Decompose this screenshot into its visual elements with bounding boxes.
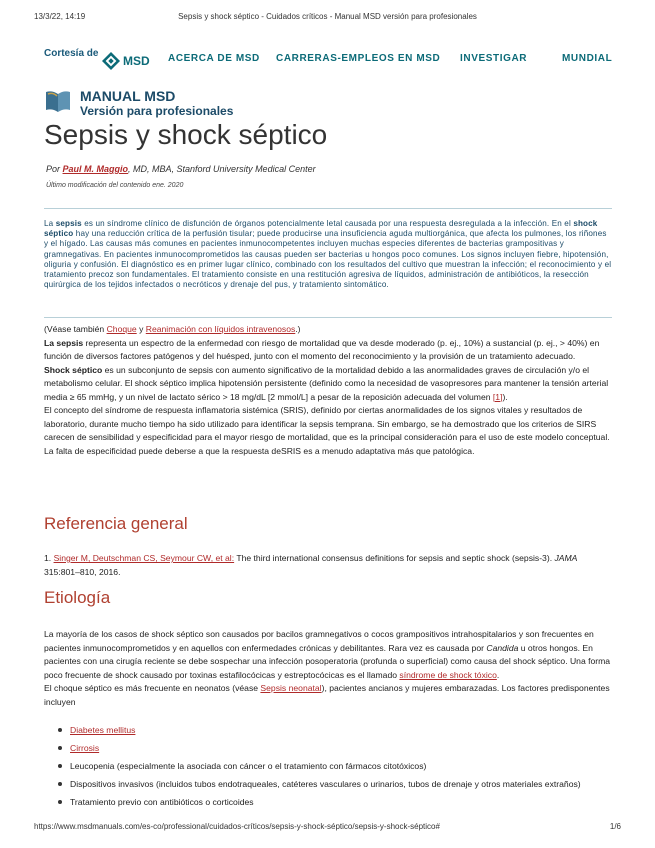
link-cirrosis[interactable]: Cirrosis [70, 743, 100, 753]
manual-subtitle: Versión para profesionales [80, 104, 234, 118]
top-navigation [44, 48, 635, 78]
list-item: Tratamiento previo con antibióticos o corticoides [56, 796, 612, 808]
link-diabetes[interactable]: Diabetes mellitus [70, 725, 136, 735]
etiology-paragraph-2: El choque séptico es más frecuente en neonatos (véase Sepsis neonatal), pacientes ancianos y mujeres embarazadas. Los factores predisponentes incluyen [44, 683, 610, 707]
summary-box [44, 208, 612, 318]
reference-authors-link[interactable]: Singer M, Deutschman CS, Seymour CW, et al: [53, 553, 235, 563]
link-choque[interactable]: Choque [106, 324, 137, 334]
predisposing-factors-list [56, 724, 612, 808]
nav-link-careers[interactable]: CARRERAS-EMPLEOS EN MSD [276, 53, 441, 64]
summary-text: La sepsis es un síndrome clínico de disfunción de órganos potencialmente letal causada por una respuesta desregulada a la infección. En el shock séptico hay una reducción crítica de la perfusión tisular; puede producirse una insuficiencia aguda multiorgánica, que afecta los pulmones, los riñones y el hígado. Las causas más comunes en pacientes inmunocompetentes incluyen muchas especies diferentes de bacterias grampositivas y gramnegativas. En pacientes inmunocomprometidos las causas pueden ser bacterias u hongos poco comunes. Los signos incluyen fiebre, hipotensión, oliguria y confusión. El diagnóstico es en primer lugar clínico, combinado con los resultados del cultivo que muestran la infección; el reconocimiento y el tratamiento precoz son fundamentales. El tratamiento consiste en una restitución agresiva de líquidos, administración de antibióticos, la resección quirúrgica de los tejidos infectados o necróticos y drenaje del pus, y tratamiento sintomático. [44, 219, 612, 290]
nav-link-research[interactable]: INVESTIGAR [460, 53, 528, 64]
intro-section [44, 323, 614, 458]
msd-logo-text: MSD [123, 54, 150, 68]
print-doc-title: Sepsis y shock séptico - Cuidados críticos - Manual MSD versión para profesionales [178, 12, 477, 21]
etiology-paragraph-1: La mayoría de los casos de shock séptico son causados por bacilos gramnegativos o cocos grampositivos intrahospitalarios y son frecuentes en pacientes inmunocomprometidos y en aquellos con enfermedades crónicas y debilitantes. Rara vez es causada por Candida u otros hongos. En pacientes con una cirugía reciente se debe sospechar una infección posoperatoria (profunda o superficial) como causa del shock séptico. Una forma poco frecuente de shock causado por toxinas estafilocócicas y estreptocócicas es el llamado síndrome de shock tóxico. [44, 629, 611, 680]
heading-general-reference: Referencia general [44, 514, 188, 533]
author-line: Por Paul M. Maggio, MD, MBA, Stanford University Medical Center [46, 164, 316, 174]
link-reanimacion[interactable]: Reanimación con líquidos intravenosos [145, 324, 296, 334]
list-item [56, 742, 612, 754]
list-item: Dispositivos invasivos (incluidos tubos endotraqueales, catéteres vasculares o urinarios, tubos de drenaje y otros materiales extraños) [56, 778, 612, 790]
msd-logo-icon [102, 52, 120, 70]
msd-logo[interactable] [102, 52, 150, 70]
print-page-number: 1/6 [609, 822, 621, 831]
manual-title: MANUAL MSD [80, 88, 176, 104]
nav-link-global[interactable]: MUNDIAL [562, 53, 613, 64]
link-neonatal-sepsis[interactable]: Sepsis neonatal [260, 683, 322, 693]
courtesy-label: Cortesía de [44, 48, 99, 59]
ref-link-1[interactable]: [1] [492, 391, 503, 402]
see-also: (Véase también Choque y Reanimación con líquidos intravenosos.) [44, 324, 301, 334]
list-item: Leucopenia (especialmente la asociada con cáncer o el tratamiento con fármacos citotóxicos) [56, 760, 612, 772]
sepsis-paragraph: La sepsis representa un espectro de la enfermedad con riesgo de mortalidad que va desde moderado (p. ej., 10%) a sustancial (p. ej., > 40%) en función de diversos factores patógenos y del huésped, junto con el momento del reconocimiento y la provisión de un tratamiento adecuado. [44, 337, 600, 361]
list-item [56, 724, 612, 736]
link-toxic-shock[interactable]: síndrome de shock tóxico [399, 669, 497, 680]
sirs-paragraph: El concepto del síndrome de respuesta inflamatoria sistémica (SRIS), definido por ciertas anormalidades de los signos vitales y resultados de laboratorio, durante mucho tiempo ha sido utilizado para identificar la sepsis temprana. Sin embargo, se ha demostrado que los criterios de SIRS carecen de sensibilidad y especificidad para el mayor riesgo de mortalidad, que es la principal consideración para el uso de este modelo conceptual. La falta de especificidad puede deberse a que la respuesta deSRIS es a menudo adaptativa más que patológica. [44, 405, 610, 456]
etiology-text [44, 628, 614, 709]
author-link[interactable]: Paul M. Maggio [62, 164, 129, 174]
nav-link-about[interactable]: ACERCA DE MSD [168, 53, 260, 64]
print-url: https://www.msdmanuals.com/es-co/professional/cuidados-críticos/sepsis-y-shock-séptico/sepsis-y-shock-séptico# [34, 822, 440, 831]
shock-paragraph: Shock séptico es un subconjunto de sepsis con aumento significativo de la mortalidad debido a las anormalidades graves de circulación y/o el metabolismo celular. El shock séptico implica hipotensión persistente (definido como la necesidad de vasopresores para mantener la tensión arterial media ≥ 65 mmHg, y un nivel de lactato sérico > 18 mg/dL [2 mmol/L] a pesar de la reposición adecuada del volumen [1]). [44, 364, 609, 402]
page-title: Sepsis y shock séptico [44, 119, 328, 150]
last-modified: Último modificación del contenido ene. 2020 [46, 182, 184, 189]
print-date: 13/3/22, 14:19 [34, 12, 86, 21]
manual-book-icon [44, 88, 72, 114]
reference-entry: 1. Singer M, Deutschman CS, Seymour CW, et al: The third international consensus definitions for sepsis and septic shock (sepsis-3). JAMA 315:801–810, 2016. [44, 553, 578, 577]
heading-etiology: Etiología [44, 588, 111, 607]
